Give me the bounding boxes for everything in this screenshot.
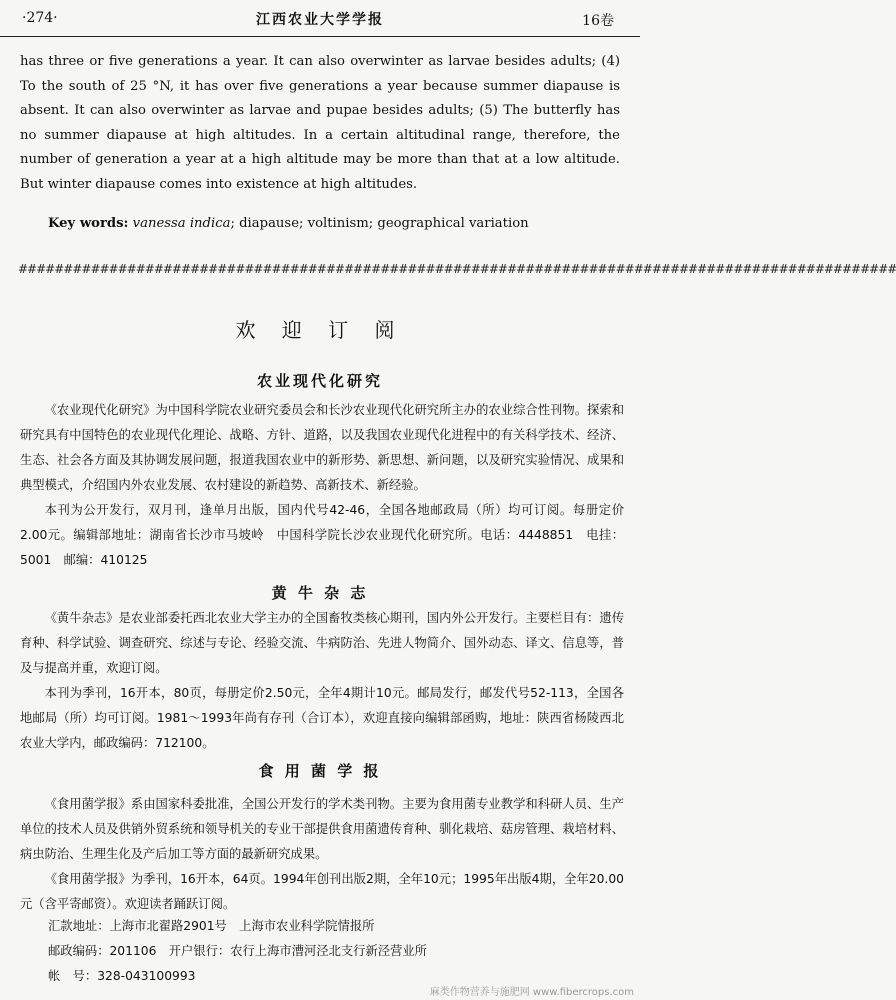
section-body-cattle-journal	[20, 606, 624, 756]
section-title-cattle-journal: 黄 牛 杂 志	[271, 584, 369, 602]
section-body-agri-modernization	[20, 398, 624, 573]
journal-title: 江西农业大学学报	[256, 12, 384, 28]
welcome-title: 欢 迎 订 阅	[235, 318, 405, 342]
section-title-edible-fungi: 食 用 菌 学 报	[258, 762, 382, 780]
postcode-bank: 邮政编码：201106 开户银行：农行上海市漕河泾北支行新泾营业所	[48, 944, 427, 958]
section-divider: #################################################################################################	[18, 262, 896, 276]
section-body-edible-fungi	[20, 792, 624, 917]
keywords	[48, 216, 618, 231]
keywords-rest: ; diapause; voltinism; geographical variation	[230, 216, 529, 231]
paragraph: 《食用菌学报》系由国家科委批准，全国公开发行的学术类刊物。主要为食用菌专业教学和科研人员、生产单位的技术人员及供销外贸系统和领导机关的专业干部提供食用菌遗传育种、驯化栽培、菇房管理、栽培材料、病虫防治、生理生化及产后加工等方面的最新研究成果。	[20, 797, 624, 861]
remittance-address: 汇款地址：上海市北翟路2901号 上海市农业科学院情报所	[48, 919, 375, 933]
paragraph: 《食用菌学报》为季刊，16开本，64页。1994年创刊出版2期，全年10元；1995年出版4期，全年20.00元（含平寄邮资）。欢迎读者踊跃订阅。	[20, 872, 624, 911]
page-number: ·274·	[22, 10, 58, 26]
watermark: 麻类作物营养与施肥网 www.fibercrops.com	[429, 987, 634, 998]
account-number: 帐 号：328-043100993	[48, 969, 196, 983]
keywords-label: Key words:	[48, 216, 129, 231]
abstract-text: has three or five generations a year. It can also overwinter as larvae besides adults; (4) To the south of 25 °N, it has over five generations a year because summer diapause is absent. It can also overwinter as larvae and pupae besides adults; (5) The butterfly has no summer diapause at high altitudes. In a certain altitudinal range, therefore, the number of generation a year at a high altitude may be more than that at a low altitude. But winter diapause comes into existence at high altitudes.	[20, 54, 620, 192]
paragraph: 《农业现代化研究》为中国科学院农业研究委员会和长沙农业现代化研究所主办的农业综合性刊物。探索和研究具有中国特色的农业现代化理论、战略、方针、道路，以及我国农业现代化进程中的有关科学技术、经济、生态、社会各方面及其协调发展问题，报道我国农业中的新形势、新思想、新问题，以及研究实验情况、成果和典型模式，介绍国内外农业发展、农村建设的新趋势、高新技术、新经验。	[20, 403, 624, 492]
paragraph: 本刊为季刊，16开本，80页，每册定价2.50元，全年4期计10元。邮局发行，邮发代号52-113，全国各地邮局（所）均可订阅。1981～1993年尚有存刊（合订本），欢迎直接向编辑部函购，地址：陕西省杨陵西北农业大学内，邮政编码：712100。	[20, 686, 624, 750]
english-abstract	[20, 50, 620, 198]
volume-label: 16卷	[582, 13, 614, 29]
section-title-agri-modernization: 农业现代化研究	[256, 372, 383, 390]
paragraph: 《黄牛杂志》是农业部委托西北农业大学主办的全国畜牧类核心期刊，国内外公开发行。主要栏目有：遗传育种、科学试验、调查研究、综述与专论、经验交流、牛病防治、先进人物简介、国外动态、译文、信息等，普及与提高并重，欢迎订阅。	[20, 611, 624, 675]
keywords-species: vanessa indica	[132, 216, 231, 231]
paragraph: 本刊为公开发行，双月刊，逢单月出版，国内代号42-46，全国各地邮政局（所）均可订阅。每册定价2.00元。编辑部地址：湖南省长沙市马坡岭 中国科学院长沙农业现代化研究所。电话：4448851 电挂：5001 邮编：410125	[20, 503, 624, 567]
